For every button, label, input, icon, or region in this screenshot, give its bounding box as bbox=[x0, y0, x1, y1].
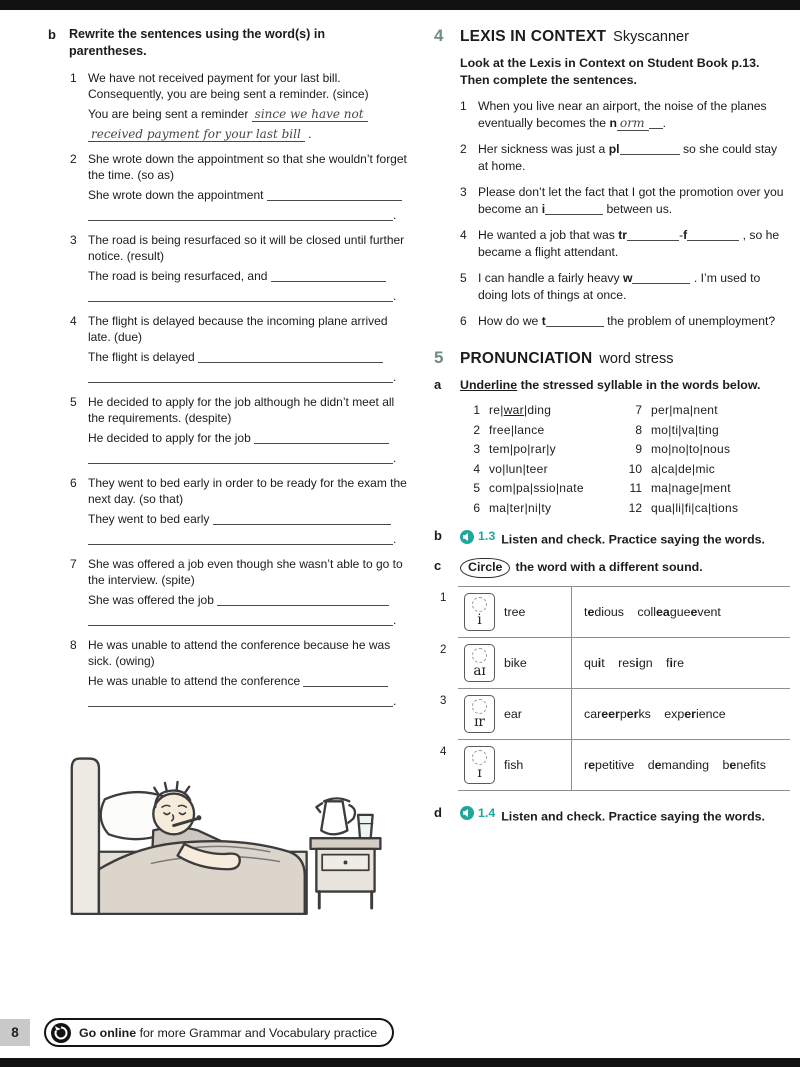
part-b-instructions: Listen and check. Practice saying the words. bbox=[501, 532, 765, 547]
item-prompt: She wrote down the appointment so that she wouldn’t forget the time. (so as) bbox=[88, 152, 407, 182]
sound-example-cell bbox=[458, 689, 572, 740]
sick-man-in-bed-illustration bbox=[64, 725, 410, 935]
word-number: 9 bbox=[635, 442, 642, 456]
item-number: 4 bbox=[460, 228, 467, 242]
item-number: 5 bbox=[70, 395, 77, 409]
page-number: 8 bbox=[0, 1019, 30, 1046]
word-number: 10 bbox=[628, 461, 642, 476]
word-syllables: ma|ter|ni|ty bbox=[489, 500, 552, 515]
lexis-item bbox=[460, 98, 790, 132]
word-row[interactable] bbox=[460, 401, 622, 421]
lexis-sentence[interactable]: I can handle a fairly heavy w . I’m used to doing lots of things at once. bbox=[478, 271, 761, 302]
item-number: 8 bbox=[70, 638, 77, 652]
word-row[interactable] bbox=[622, 499, 784, 519]
lexis-list bbox=[460, 98, 790, 330]
part-c-instructions: the word with a different sound. bbox=[515, 559, 703, 574]
sound-example-cell bbox=[458, 638, 572, 689]
word-row[interactable] bbox=[460, 460, 622, 480]
sound-row bbox=[440, 586, 790, 638]
part-c-label: c bbox=[434, 557, 442, 573]
item-prompt: She was offered a job even though she wasn’t able to go to the interview. (spite) bbox=[88, 557, 403, 587]
answer-line[interactable]: He decided to apply for the job bbox=[88, 430, 410, 446]
word-syllables: vo|lun|teer bbox=[489, 461, 548, 476]
speaker-icon bbox=[460, 806, 474, 820]
lexis-sentence[interactable]: How do we t the problem of unemployment? bbox=[478, 314, 776, 328]
part-a-instructions: Underline the stressed syllable in the words below. bbox=[460, 378, 761, 392]
answer-line[interactable]: . bbox=[88, 369, 410, 385]
answer-line[interactable]: She was offered the job bbox=[88, 592, 410, 608]
exercise-b-item bbox=[70, 151, 410, 223]
part-a-row bbox=[434, 377, 790, 394]
row-number: 4 bbox=[440, 745, 447, 758]
item-prompt: The flight is delayed because the incoming plane arrived late. (due) bbox=[88, 314, 388, 344]
word-syllables: tem|po|rar|y bbox=[489, 442, 556, 456]
page-top-edge bbox=[0, 0, 800, 10]
word-row[interactable] bbox=[622, 440, 784, 460]
section-5-title: PRONUNCIATION bbox=[460, 350, 593, 367]
sound-row bbox=[440, 740, 790, 791]
go-online-banner[interactable] bbox=[44, 1018, 394, 1047]
exercise-b-item bbox=[70, 475, 410, 547]
row-number: 3 bbox=[440, 694, 447, 707]
option-words[interactable]: car eer p er ks exp er ience bbox=[572, 689, 790, 740]
word-syllables: mo|no|to|nous bbox=[651, 442, 731, 456]
go-online-text: Go online for more Grammar and Vocabulary practice bbox=[79, 1025, 378, 1040]
lexis-item bbox=[460, 184, 790, 218]
part-d-instructions: Listen and check. Practice saying the words. bbox=[501, 809, 765, 823]
word-number: 12 bbox=[628, 500, 642, 515]
exercise-b-header bbox=[48, 26, 410, 60]
row-number: 1 bbox=[440, 591, 447, 604]
phoneme-fish-icon: ɪ bbox=[464, 746, 495, 784]
option-words[interactable]: qu i t res i gn f i re bbox=[572, 638, 790, 689]
word-row[interactable] bbox=[622, 460, 784, 480]
item-number: 2 bbox=[70, 152, 77, 166]
item-number: 6 bbox=[70, 476, 77, 490]
answer-line[interactable]: . bbox=[88, 612, 410, 628]
answer-line[interactable]: He was unable to attend the conference bbox=[88, 673, 410, 689]
word-syllables: com|pa|ssio|nate bbox=[489, 481, 584, 495]
item-number: 3 bbox=[70, 233, 77, 247]
section-5-header bbox=[434, 348, 790, 368]
word-row[interactable] bbox=[460, 421, 622, 441]
audio-track-number: 1.4 bbox=[478, 805, 496, 820]
circled-word: Circle bbox=[460, 558, 510, 578]
exercise-b-list bbox=[70, 70, 410, 709]
exercise-b-item bbox=[70, 313, 410, 385]
example-word: tree bbox=[504, 604, 526, 619]
item-number: 1 bbox=[460, 99, 467, 113]
word-number: 1 bbox=[473, 403, 480, 417]
part-d-row bbox=[434, 805, 790, 826]
right-column bbox=[434, 26, 790, 829]
lexis-sentence[interactable]: Her sickness was just a pl so she could stay at home. bbox=[478, 142, 778, 173]
exercise-b-item bbox=[70, 556, 410, 628]
item-prompt: We have not received payment for your last bill. Consequently, you are being sent a reminder. (since) bbox=[88, 71, 369, 101]
word-number: 8 bbox=[635, 422, 642, 437]
word-row[interactable] bbox=[460, 440, 622, 460]
sound-example-cell bbox=[458, 740, 572, 791]
lexis-sentence[interactable]: Please don’t let the fact that I got the promotion over you become an i between us. bbox=[478, 185, 784, 216]
item-number: 5 bbox=[460, 271, 467, 285]
word-number: 4 bbox=[473, 461, 480, 476]
lexis-sentence[interactable]: He wanted a job that was tr -f , so he became a flight attendant. bbox=[478, 228, 780, 259]
part-c-row bbox=[434, 558, 790, 578]
word-syllables: a|ca|de|mic bbox=[651, 461, 716, 476]
part-b-label: b bbox=[434, 528, 442, 543]
item-number: 2 bbox=[460, 142, 467, 156]
phoneme-ear-icon: ɪr bbox=[464, 695, 495, 733]
phoneme-bike-icon: aɪ bbox=[464, 644, 495, 682]
exercise-b-item bbox=[70, 394, 410, 466]
sound-row bbox=[440, 638, 790, 689]
item-number: 3 bbox=[460, 185, 467, 199]
item-number: 6 bbox=[460, 314, 467, 328]
word-number: 11 bbox=[629, 481, 642, 495]
word-row[interactable] bbox=[622, 479, 784, 499]
section-4-instructions: Look at the Lexis in Context on Student Book p.13. Then complete the sentences. bbox=[460, 56, 760, 87]
word-row[interactable] bbox=[622, 421, 784, 441]
word-number: 5 bbox=[473, 481, 480, 495]
section-4-number: 4 bbox=[434, 26, 444, 45]
answer-line[interactable]: They went to bed early bbox=[88, 511, 410, 527]
part-b-row bbox=[434, 528, 790, 549]
word-syllables: qua|li|fi|ca|tions bbox=[651, 500, 739, 515]
item-prompt: He decided to apply for the job although he didn’t meet all the requirements. (despite) bbox=[88, 395, 395, 425]
audio-play-button[interactable] bbox=[460, 528, 495, 545]
part-a-label: a bbox=[434, 377, 442, 392]
lexis-sentence[interactable]: When you live near an airport, the noise of the planes eventually becomes the n orm . bbox=[478, 99, 767, 130]
word-number: 3 bbox=[473, 442, 480, 456]
option-words[interactable]: t e dious coll ea gue e vent bbox=[572, 586, 790, 638]
section-4-header bbox=[434, 26, 790, 46]
exercise-b-heading: Rewrite the sentences using the word(s) in parentheses. bbox=[68, 27, 326, 58]
example-word: ear bbox=[504, 706, 522, 721]
word-syllables: mo|ti|va|ting bbox=[651, 422, 719, 437]
word-row[interactable] bbox=[460, 479, 622, 499]
word-row[interactable] bbox=[622, 401, 784, 421]
speaker-icon bbox=[460, 530, 474, 544]
exercise-b-item bbox=[70, 637, 410, 709]
example-word: fish bbox=[504, 757, 524, 772]
item-number: 1 bbox=[70, 71, 77, 85]
item-prompt: They went to bed early in order to be ready for the exam the next day. (so that) bbox=[88, 476, 407, 506]
word-number: 2 bbox=[473, 422, 480, 437]
answer-line[interactable]: The flight is delayed bbox=[88, 349, 410, 365]
row-number: 2 bbox=[440, 643, 447, 656]
answer-line[interactable]: . bbox=[88, 288, 410, 304]
word-syllables: ma|nage|ment bbox=[651, 481, 731, 495]
item-number: 4 bbox=[70, 314, 77, 328]
left-column bbox=[48, 26, 410, 935]
page-bottom-edge bbox=[0, 1058, 800, 1067]
lexis-item bbox=[460, 270, 790, 304]
answer-line[interactable]: received payment for your last bill . bbox=[88, 126, 410, 142]
word-stress-list bbox=[460, 401, 790, 518]
answer-line[interactable]: . bbox=[88, 207, 410, 223]
exercise-b-item bbox=[70, 70, 410, 142]
example-word: bike bbox=[504, 655, 527, 670]
item-number: 7 bbox=[70, 557, 77, 571]
sound-row bbox=[440, 689, 790, 740]
answer-line[interactable]: The road is being resurfaced, and bbox=[88, 268, 410, 284]
answer-line[interactable]: . bbox=[88, 693, 410, 709]
lexis-item bbox=[460, 227, 790, 261]
word-number: 6 bbox=[473, 500, 480, 515]
item-prompt: He was unable to attend the conference because he was sick. (owing) bbox=[88, 638, 391, 668]
word-number: 7 bbox=[635, 403, 642, 417]
phoneme-tree-icon: i bbox=[464, 593, 495, 631]
section-4-title: LEXIS IN CONTEXT bbox=[460, 28, 607, 45]
exercise-b-item bbox=[70, 232, 410, 304]
answer-line[interactable]: She wrote down the appointment bbox=[88, 187, 410, 203]
section-5-number: 5 bbox=[434, 348, 444, 367]
illustration-svg bbox=[64, 725, 394, 930]
section-4-subtitle: Skyscanner bbox=[613, 29, 689, 45]
word-syllables: free|lance bbox=[489, 422, 545, 437]
answer-line[interactable]: . bbox=[88, 450, 410, 466]
audio-play-button[interactable] bbox=[460, 805, 495, 822]
word-syllables: per|ma|nent bbox=[651, 403, 718, 417]
audio-track-number: 1.3 bbox=[478, 529, 496, 543]
section-5-subtitle: word stress bbox=[599, 351, 674, 367]
go-online-icon bbox=[51, 1023, 71, 1043]
item-prompt: The road is being resurfaced so it will be closed until further notice. (result) bbox=[88, 233, 405, 263]
sound-example-cell bbox=[458, 586, 572, 638]
answer-line[interactable]: . bbox=[88, 531, 410, 547]
lexis-item bbox=[460, 313, 790, 330]
word-row[interactable] bbox=[460, 499, 622, 519]
answer-line[interactable]: You are being sent a reminder since we have not bbox=[88, 106, 410, 122]
word-syllables: re|war|ding bbox=[489, 403, 552, 417]
different-sound-table bbox=[440, 586, 790, 791]
option-words[interactable]: r e petitive d e manding b e nefits bbox=[572, 740, 790, 791]
exercise-b-label: b bbox=[48, 27, 56, 42]
lexis-item bbox=[460, 141, 790, 175]
part-d-label: d bbox=[434, 804, 442, 820]
